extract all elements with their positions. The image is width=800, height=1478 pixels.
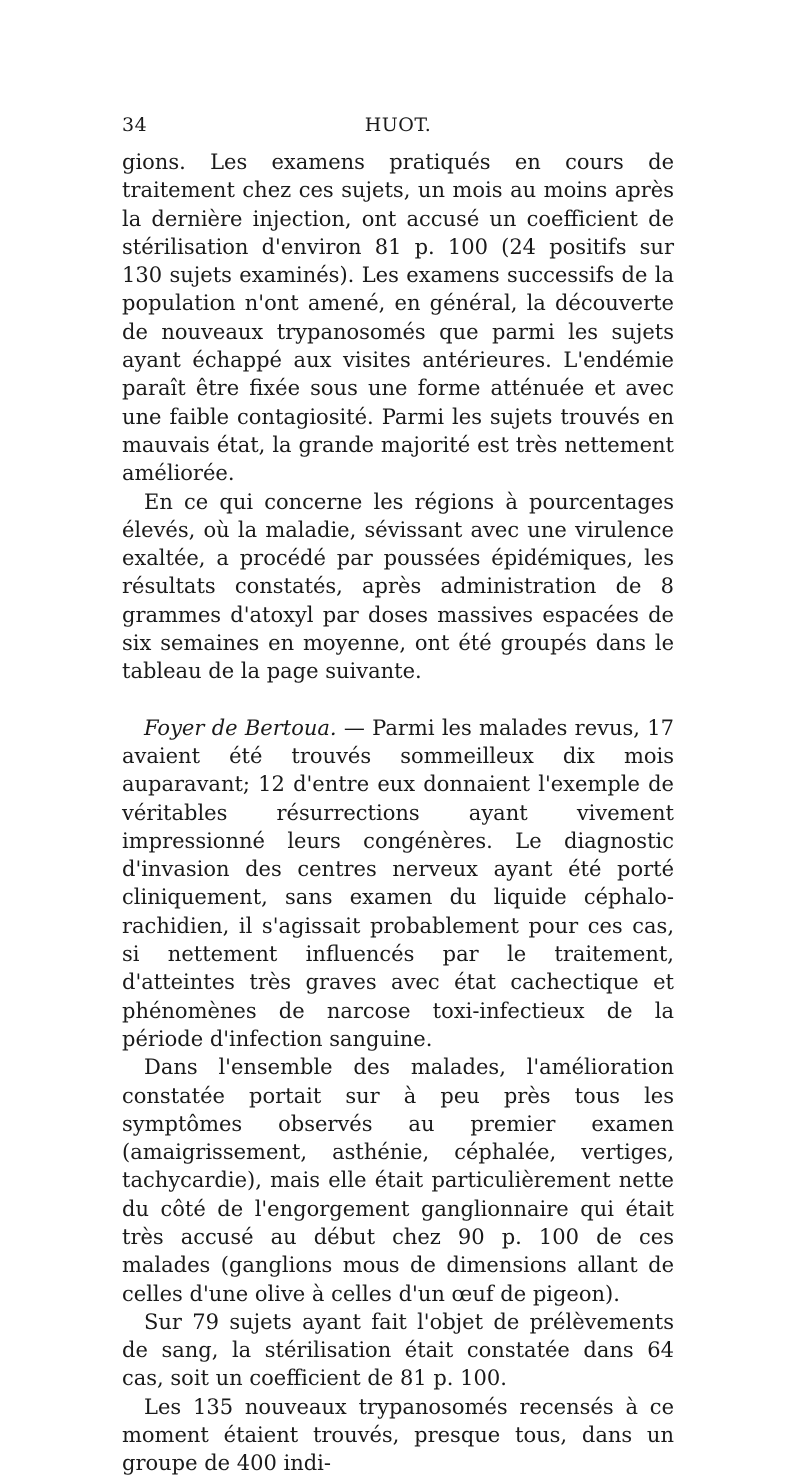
paragraph-foyer-bertoua (122, 714, 674, 1054)
section-text: — Parmi les malades revus, 17 avaient été trouvés sommeilleux dix mois auparavant; 12 d'entre eux donnaient l'exemple de véritables résurrections ayant vivement impressionné leurs congénères. Le diagnostic d'invasion des centres nerveux ayant été porté cliniquement, sans examen du liquide céphalo-rachidien, il s'agissait probablement pour ces cas, si nettement influencés par le traitement, d'atteintes très graves avec état cachectique et phénomènes de narcose toxi-infectieux de la période d'infection sanguine. (122, 715, 674, 1051)
paragraph-continuation: gions. Les examens pratiqués en cours de traitement chez ces sujets, un mois au moins après la dernière injection, ont accusé un coefficient de stérilisation d'environ 81 p. 100 (24 positifs sur 130 sujets examinés). Les examens successifs de la population n'ont amené, en général, la découverte de nouveaux trypanosomés que parmi les sujets ayant échappé aux visites antérieures. L'endémie paraît être fixée sous une forme atténuée et avec une faible contagiosité. Parmi les sujets trouvés en mauvais état, la grande majorité est très nettement améliorée. (122, 150, 674, 486)
running-title: HUOT. (364, 114, 432, 136)
page-number: 34 (122, 114, 148, 136)
body-text (122, 148, 674, 1478)
paragraph-sterilisation: Sur 79 sujets ayant fait l'objet de prélèvements de sang, la stérilisation était constatée dans 64 cas, soit un coefficient de 81 p. 100. (122, 1309, 674, 1391)
paragraph-regions: En ce qui concerne les régions à pourcentages élevés, où la maladie, sévissant avec une virulence exaltée, a procédé par poussées épidémiques, les résultats constatés, après administration de 8 grammes d'atoxyl par doses massives espacées de six semaines en moyenne, ont été groupés dans le tableau de la page suivante. (122, 489, 674, 684)
paragraph-nouveaux: Les 135 nouveaux trypanosomés recensés à ce moment étaient trouvés, presque tous, dans un groupe de 400 indi- (122, 1394, 674, 1476)
paragraph-amelioration: Dans l'ensemble des malades, l'amélioration constatée portait sur à peu près tous les symptômes observés au premier examen (amaigrissement, asthénie, céphalée, vertiges, tachycardie), mais elle était particulièrement nette du côté de l'engorgement ganglionnaire qui était très accusé au début chez 90 p. 100 de ces malades (ganglions mous de dimensions allant de celles d'une olive à celles d'un œuf de pigeon). (122, 1055, 674, 1306)
section-lead: Foyer de Bertoua. (144, 715, 337, 740)
running-head (122, 114, 674, 138)
